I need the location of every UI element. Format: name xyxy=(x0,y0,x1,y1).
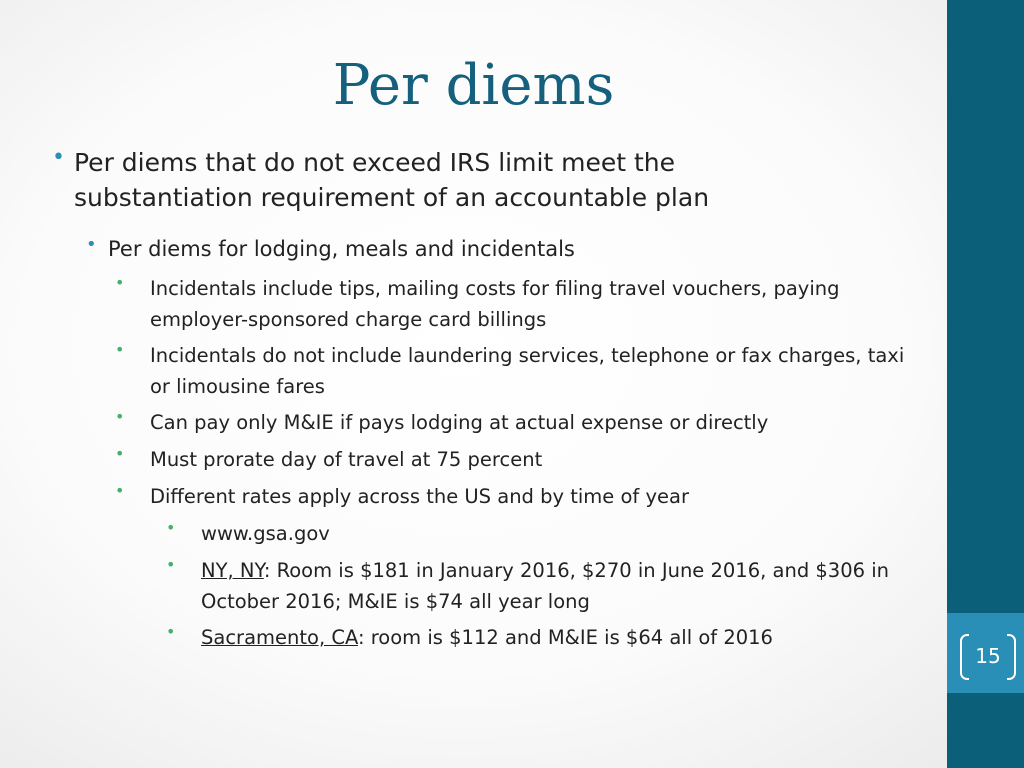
bullet-text xyxy=(201,555,931,617)
bullet-item xyxy=(115,481,910,512)
slide-number-text: 15 xyxy=(975,644,1001,668)
place-name: NY, NY xyxy=(201,559,264,582)
bullet-dot-icon: • xyxy=(166,518,176,537)
bullet-text: Can pay only M&IE if pays lodging at actual expense or directly xyxy=(150,411,769,434)
bullet-item xyxy=(115,340,910,402)
bullet-dot-icon: • xyxy=(115,481,125,500)
bullet-item xyxy=(52,145,774,215)
bullet-text xyxy=(201,622,921,653)
bullet-item xyxy=(166,622,921,653)
bullet-item xyxy=(115,273,890,335)
bullet-dot-icon: • xyxy=(86,234,97,255)
bullet-item xyxy=(166,518,921,549)
bracket-right-icon xyxy=(1007,634,1016,680)
place-name: Sacramento, CA xyxy=(201,626,358,649)
bullet-dot-icon: • xyxy=(115,444,125,463)
bullet-item xyxy=(166,555,931,617)
bullet-dot-icon: • xyxy=(115,273,125,292)
bullet-text: Per diems for lodging, meals and incidentals xyxy=(108,237,575,261)
bullet-text: Incidentals include tips, mailing costs for filing travel vouchers, paying employer-sponsored charge card billings xyxy=(150,277,840,331)
bullet-item xyxy=(115,444,910,475)
bullet-dot-icon: • xyxy=(115,407,125,426)
bullet-dot-icon: • xyxy=(166,622,176,641)
bullet-text: Per diems that do not exceed IRS limit meet the substantiation requirement of an accountable plan xyxy=(74,148,710,212)
bracket-left-icon xyxy=(960,634,969,680)
bullet-item xyxy=(115,407,910,438)
bullet-dot-icon: • xyxy=(52,145,65,170)
bullet-item xyxy=(86,234,868,264)
bullet-text: Incidentals do not include laundering services, telephone or fax charges, taxi or limousine fares xyxy=(150,344,905,398)
slide-title: Per diems xyxy=(332,53,615,118)
bullet-text: www.gsa.gov xyxy=(201,522,330,545)
rate-details: : room is $112 and M&IE is $64 all of 2016 xyxy=(357,626,773,649)
bullet-dot-icon: • xyxy=(166,555,176,574)
slide-number xyxy=(960,634,1016,678)
rate-details: : Room is $181 in January 2016, $270 in June 2016, and $306 in October 2016; M&IE is $74 all year long xyxy=(201,559,890,613)
bullet-text: Different rates apply across the US and by time of year xyxy=(150,485,689,508)
bullet-dot-icon: • xyxy=(115,340,125,359)
bullet-text: Must prorate day of travel at 75 percent xyxy=(150,448,543,471)
